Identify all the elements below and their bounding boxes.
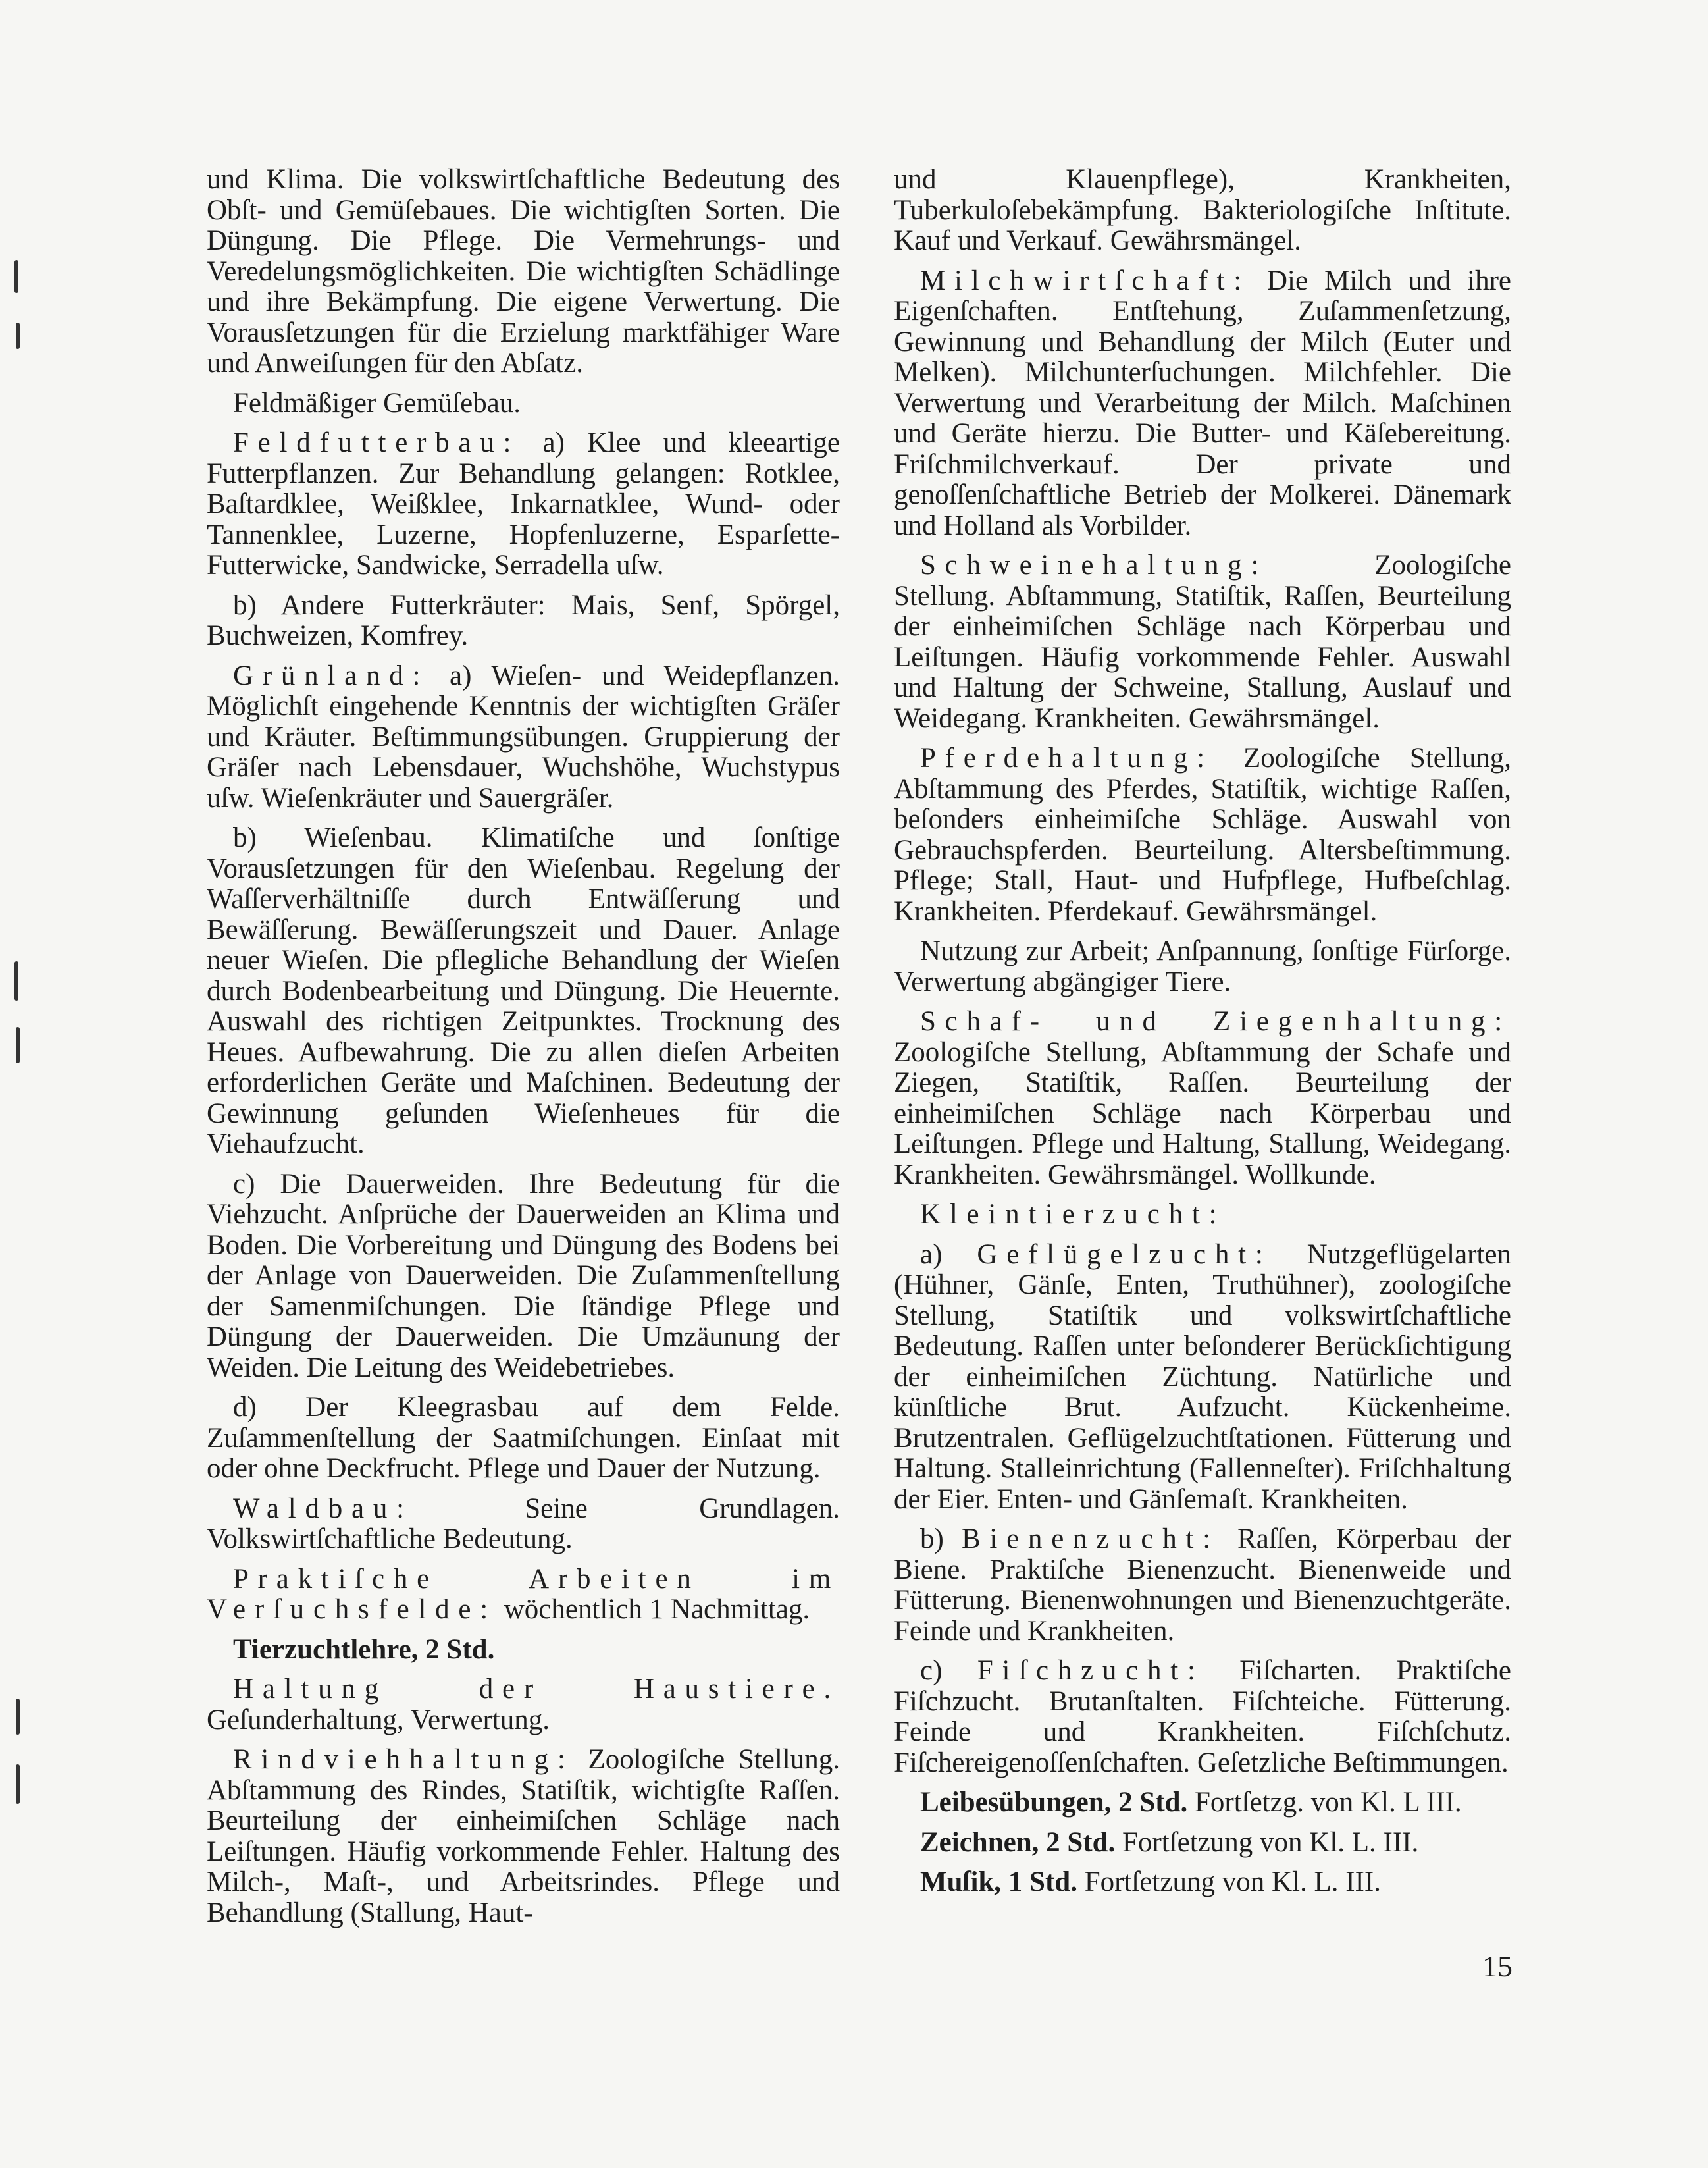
paragraph-text: a) Wieſen- und Weidepflanzen. Möglichſt eingehende Kenntnis der wichtigſten Gräſer und Kräuter. Beſtimmungsübungen. Gruppierung der Gräſer nach Lebensdauer, Wuchshöhe, Wuchstypus uſw. Wieſenkräuter und Sauergräſer. xyxy=(207,660,840,814)
paragraph xyxy=(894,936,1511,997)
paragraph-text: Zoologiſche Stellung. Abſtammung des Rindes, Statiſtik, wichtigſte Raſſen. Beurteilung der einheimiſchen Schläge nach Leiſtungen. Häufig vorkommende Fehler. Haltung des Milch-, Maſt-, und Arbeitsrindes. Pflege und Behandlung (Stallung, Haut- xyxy=(207,1744,840,1928)
scan-edge-mark xyxy=(16,323,20,349)
subject-heading: Tierzuchtlehre, 2 Std. xyxy=(233,1633,495,1665)
scan-edge-mark xyxy=(16,1027,20,1063)
paragraph-text: Zoologiſche Stellung, Abſtammung der Schafe und Ziegen, Statiſtik, Raſſen. Beurteilung der einheimiſchen Schläge nach Körperbau und Leiſtungen. Pflege und Haltung, Stallung, Weidegang. Krankheiten. Gewährsmängel. Wollkunde. xyxy=(894,1036,1511,1190)
subject-heading: Leibesübungen, 2 Std. xyxy=(920,1787,1188,1818)
paragraph xyxy=(207,1564,840,1626)
paragraph xyxy=(207,1494,840,1555)
paragraph xyxy=(207,591,840,652)
page-number: 15 xyxy=(1482,1949,1513,1983)
paragraph xyxy=(894,1007,1511,1190)
paragraph xyxy=(894,1787,1511,1818)
paragraph-text: wöchentlich 1 Nachmittag. xyxy=(496,1594,810,1625)
paragraph-text: Geſunderhaltung, Verwertung. xyxy=(207,1704,550,1735)
paragraph xyxy=(207,1674,840,1735)
paragraph xyxy=(207,1745,840,1928)
section-heading: Haltung der Haustiere. xyxy=(233,1674,840,1705)
paragraph-text: Feldmäßiger Gemüſebau. xyxy=(233,387,521,419)
section-heading: Grünland: xyxy=(233,660,430,691)
paragraph xyxy=(894,1828,1511,1859)
section-heading: Schweinehaltung: xyxy=(920,550,1268,581)
item-marker: b) xyxy=(920,1523,962,1554)
section-heading: Geflügelzucht: xyxy=(977,1238,1272,1270)
left-text-column xyxy=(207,165,840,1938)
subject-heading: Zeichnen, 2 Std. xyxy=(920,1826,1116,1858)
paragraph-text: und Klima. Die volkswirtſchaftliche Bedeutung des Obſt- und Gemüſebaues. Die wichtigſten Sorten. Die Düngung. Die Pflege. Die Vermehrungs- und Veredelungsmöglichkeiten. Die wichtigſten Schädlinge und ihre Bekämpfung. Die eigene Verwertung. Die Vorausſetzungen für die Erzielung marktfähiger Ware und Anweiſungen für den Abſatz. xyxy=(207,164,840,379)
paragraph xyxy=(207,1392,840,1485)
paragraph-text: Nutzgeflügelarten (Hühner, Gänſe, Enten, Truthühner), zoologiſche Stellung, Statiſtik und volkswirtſchaftliche Bedeutung. Raſſen unter beſonderer Berückſichtigung der einheimiſchen Züchtung. Natürliche und künſtliche Brut. Aufzucht. Kückenheime. Brutzentralen. Geflügelzuchtſtationen. Fütterung und Haltung. Stalleinrichtung (Fallenneſter). Friſchhaltung der Eier. Enten- und Gänſemaſt. Krankheiten. xyxy=(894,1238,1511,1515)
paragraph-text: Raſſen, Körperbau der Biene. Praktiſche Bienenzucht. Bienenweide und Fütterung. Bienenwohnungen und Bienenzuchtgeräte. Feinde und Krankheiten. xyxy=(894,1523,1512,1647)
paragraph-text: Zoologiſche Stellung, Abſtammung des Pferdes, Statiſtik, wichtige Raſſen, beſonders einheimiſche Schläge. Auswahl von Gebrauchspferden. Beurteilung. Altersbeſtimmung. Pflege; Stall, Haut- und Hufpflege, Hufbeſchlag. Krankheiten. Pferdekauf. Gewährsmängel. xyxy=(894,743,1511,927)
paragraph xyxy=(894,1200,1511,1230)
paragraph xyxy=(894,1656,1511,1778)
paragraph xyxy=(894,1524,1511,1647)
paragraph xyxy=(894,550,1511,734)
section-heading: Rindviehhaltung: xyxy=(233,1744,575,1775)
paragraph-text: Nutzung zur Arbeit; Anſpannung, ſonſtige Fürſorge. Verwertung abgängiger Tiere. xyxy=(894,936,1511,997)
paragraph xyxy=(207,428,840,581)
section-heading: Feldfutterbau: xyxy=(233,427,521,458)
paragraph xyxy=(894,1867,1511,1898)
item-marker: a) xyxy=(920,1238,977,1270)
scan-edge-mark xyxy=(16,1764,20,1804)
paragraph-text: und Klauenpflege), Krankheiten, Tuberkuloſebekämpfung. Bakteriologiſche Inſtitute. Kauf und Verkauf. Gewährsmängel. xyxy=(894,164,1511,256)
paragraph-text: Fortſetzung von Kl. L. III. xyxy=(1115,1826,1419,1858)
section-heading: Bienenzucht: xyxy=(961,1523,1220,1554)
paragraph xyxy=(894,743,1511,927)
paragraph-text: Zoologiſche Stellung. Abſtammung, Statiſtik, Raſſen, Beurteilung der einheimiſchen Schläge nach Körperbau und Leiſtungen. Häufig vorkommende Fehler. Auswahl und Haltung der Schweine, Stallung, Auslauf und Weidegang. Krankheiten. Gewährsmängel. xyxy=(894,550,1511,734)
right-text-column xyxy=(894,165,1511,1907)
paragraph xyxy=(894,266,1511,542)
item-marker: c) xyxy=(920,1655,977,1686)
section-heading: Schaf- und Ziegenhaltung: xyxy=(920,1006,1511,1037)
scan-edge-mark xyxy=(14,260,18,293)
paragraph-text: d) Der Kleegrasbau auf dem Felde. Zuſammenſtellung der Saatmiſchungen. Einſaat mit oder ohne Deckfrucht. Pflege und Dauer der Nutzung. xyxy=(207,1392,840,1484)
paragraph-text: Fortſetzung von Kl. L. III. xyxy=(1077,1866,1381,1897)
paragraph xyxy=(207,661,840,814)
section-heading: Milchwirtſchaft: xyxy=(920,265,1251,296)
paragraph-text: Fortſetzg. von Kl. L III. xyxy=(1187,1787,1462,1818)
section-heading: Praktiſche Arbeiten im Verſuchsfelde: xyxy=(207,1563,840,1625)
paragraph-text: c) Die Dauerweiden. Ihre Bedeutung für die Viehzucht. Anſprüche der Dauerweiden an Klima und Boden. Die Vorbereitung und Düngung des Bodens bei der Anlage von Dauerweiden. Die Zuſammenſtellung der Samenmiſchungen. Die ſtändige Pflege und Düngung der Dauerweiden. Die Umzäunung der Weiden. Die Leitung des Weidebetriebes. xyxy=(207,1168,840,1383)
paragraph xyxy=(207,1635,840,1666)
paragraph-text: a) Klee und kleeartige Futterpflanzen. Zur Behandlung gelangen: Rotklee, Baſtardklee, Weißklee, Inkarnatklee, Wund- oder Tannenklee, Luzerne, Hopfenluzerne, Esparſette- Futterwicke, Sandwicke, Serradella uſw. xyxy=(207,427,840,581)
paragraph-text: b) Andere Futterkräuter: Mais, Senf, Spörgel, Buchweizen, Komfrey. xyxy=(207,589,840,651)
paragraph xyxy=(894,165,1511,257)
paragraph xyxy=(894,1240,1511,1516)
subject-heading: Muſik, 1 Std. xyxy=(920,1866,1077,1897)
paragraph-text: b) Wieſenbau. Klimatiſche und ſonſtige Vorausſetzungen für den Wieſenbau. Regelung der Waſſerverhältniſſe durch Entwäſſerung und Bewäſſerung. Bewäſſerungszeit und Dauer. Anlage neuer Wieſen. Die pflegliche Behandlung der Wieſen durch Bodenbearbeitung und Düngung. Die Heuernte. Auswahl des richtigen Zeitpunktes. Trocknung des Heues. Aufbewahrung. Die zu allen dieſen Arbeiten erforderlichen Geräte und Maſchinen. Bedeutung der Gewinnung geſunden Wieſenheues für die Viehaufzucht. xyxy=(207,822,840,1159)
paragraph-text: Fiſcharten. Praktiſche Fiſchzucht. Brutanſtalten. Fiſchteiche. Fütterung. Feinde und Krankheiten. Fiſchſchutz. Fiſchereigenoſſenſchaften. Geſetzliche Beſtimmungen. xyxy=(894,1655,1511,1778)
section-heading: Waldbau: xyxy=(233,1493,413,1524)
scan-edge-mark xyxy=(14,961,18,1001)
paragraph xyxy=(207,823,840,1160)
paragraph-text: Die Milch und ihre Eigenſchaften. Entſtehung, Zuſammenſetzung, Gewinnung und Behandlung der Milch (Euter und Melken). Milchunterſuchungen. Milchfehler. Die Verwertung und Verarbeitung der Milch. Maſchinen und Geräte hierzu. Die Butter- und Käſebereitung. Friſchmilchverkauf. Der private und genoſſenſchaftliche Betrieb der Molkerei. Dänemark und Holland als Vorbilder. xyxy=(894,265,1511,541)
paragraph xyxy=(207,1169,840,1384)
section-heading: Fiſchzucht: xyxy=(977,1655,1204,1686)
paragraph xyxy=(207,388,840,419)
paragraph xyxy=(207,165,840,379)
scan-edge-mark xyxy=(16,1699,20,1735)
section-heading: Pferdehaltung: xyxy=(920,743,1214,774)
paragraph-text: Seine Grundlagen. Volkswirtſchaftliche Bedeutung. xyxy=(207,1493,840,1554)
section-heading: Kleintierzucht: xyxy=(920,1199,1226,1230)
